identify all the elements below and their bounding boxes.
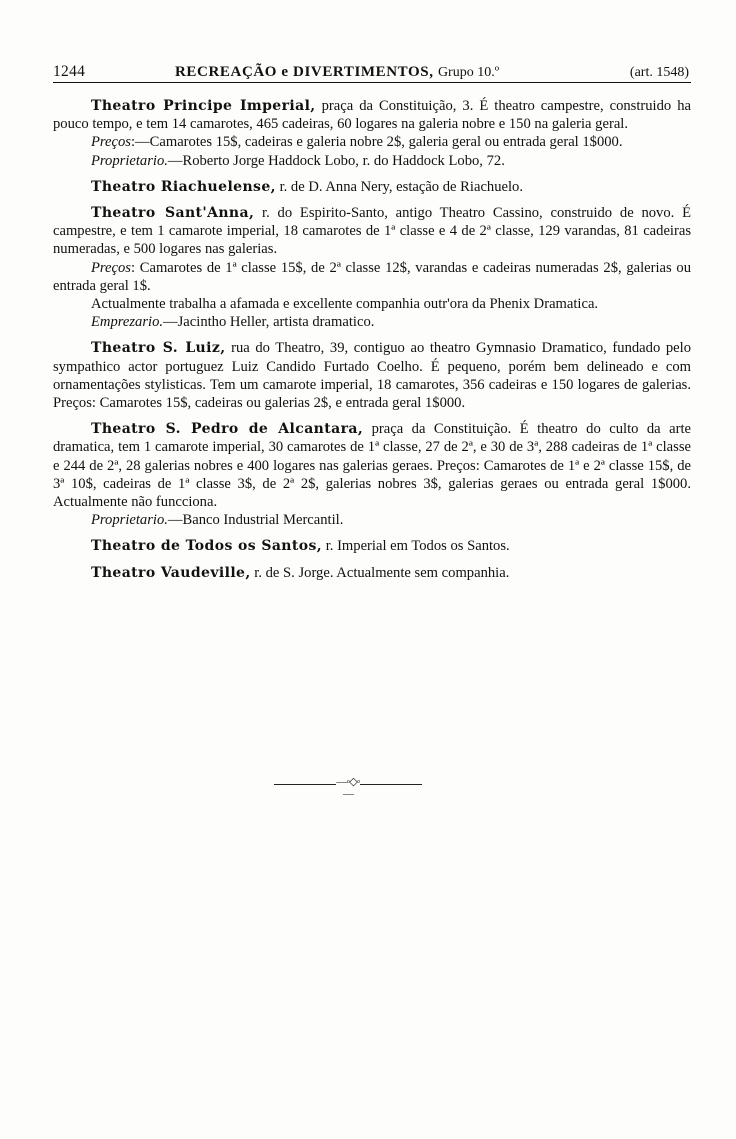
theatre-name: Theatro Riachuelense, xyxy=(91,178,276,195)
theatre-name: Theatro Sant'Anna, xyxy=(91,205,255,222)
entry-paragraph xyxy=(53,97,691,133)
entry-text: r. Imperial em Todos os Santos. xyxy=(325,538,510,555)
entry-text: :—Camarotes 15$, cadeiras e galeria nobre 2$, galeria geral ou entrada geral 1$000. xyxy=(130,134,623,151)
entry-subparagraph xyxy=(53,295,691,313)
theatre-name: Theatro S. Luiz, xyxy=(91,340,226,357)
theatre-name: Theatro Vaudeville, xyxy=(91,564,251,581)
theatre-name: Theatro S. Pedro de Alcantara, xyxy=(91,421,364,438)
page-number: 1244 xyxy=(53,63,86,80)
theatre-name: Theatro Principe Imperial, xyxy=(91,98,316,114)
field-label: Emprezario. xyxy=(91,314,164,331)
theatre-entry xyxy=(53,178,691,196)
entry-text: r. de D. Anna Nery, estação de Riachuelo. xyxy=(279,178,523,195)
entry-paragraph xyxy=(53,420,691,511)
field-label: Preços xyxy=(91,259,131,276)
entry-text: rua do Theatro, 39, contiguo ao theatro Gymnasio Dramatico, fundado pelo sympathico actor portuguez Luiz Candido Furtado Coelho. É pequeno, porém bem delineado e com ornamentações stylisticas. Tem um camarote imperial, 18 camarotes, 356 cadeiras e 150 logares de galerias. Preços: Camarotes 15$, cadeiras ou galerias 2$, e entrada geral 1$000. xyxy=(53,340,691,412)
theatre-entry xyxy=(53,564,691,582)
theatre-entry xyxy=(53,339,691,412)
entry-subparagraph xyxy=(53,313,691,331)
header-article: (art. 1548) xyxy=(629,65,689,80)
running-header xyxy=(53,60,691,83)
entry-text: —Jacintho Heller, artista dramatico. xyxy=(163,314,375,331)
page xyxy=(53,60,691,590)
theatre-entry xyxy=(53,537,691,555)
entry-text: —Roberto Jorge Haddock Lobo, r. do Haddock Lobo, 72. xyxy=(167,152,505,169)
entry-paragraph xyxy=(53,339,691,412)
entry-subparagraph xyxy=(53,133,691,151)
entry-text: r. de S. Jorge. Actualmente sem companhia. xyxy=(254,564,510,581)
entry-paragraph xyxy=(53,537,691,555)
entry-text: : Camarotes de 1ª classe 15$, de 2ª classe 12$, varandas e cadeiras numeradas 2$, galerias ou entrada geral 1$. xyxy=(53,259,691,294)
entries-list xyxy=(53,97,691,582)
theatre-entry xyxy=(53,97,691,170)
entry-text: praça da Constituição, 3. É theatro campestre, construido ha pouco tempo, e tem 14 camarotes, 465 cadeiras, 60 logares na galeria nobre e 150 na galeria geral. xyxy=(53,98,691,133)
entry-text: praça da Constituição. É theatro do culto da arte dramatica, tem 1 camarote imperial, 30 camarotes de 1ª classe, 27 de 2ª, e 30 de 3ª, 288 cadeiras de 1ª classe e 244 de 2ª, 28 galerias nobres e 400 logares nas galerias geraes. Preços: Camarotes de 1ª e 2ª classe 15$, de 3ª 10$, cadeiras de 1ª classe 3$, de 2ª 2$, galerias nobres 3$, galerias geraes ou entrada geral 1$000. Actualmente não funcciona. xyxy=(53,421,692,511)
entry-text: r. do Espirito-Santo, antigo Theatro Cassino, construido de novo. É campestre, e tem 1 camarote imperial, 18 camarotes de 1ª classe e 4 de 2ª classe, 129 varandas, 81 cadeiras numeradas, e 500 logares nas galerias. xyxy=(53,205,691,258)
theatre-entry xyxy=(53,420,691,529)
entry-subparagraph xyxy=(53,259,691,295)
header-title-text: RECREAÇÃO e DIVERTIMENTOS, xyxy=(175,64,434,80)
entry-paragraph xyxy=(53,178,691,196)
header-grupo: Grupo 10.º xyxy=(437,65,500,80)
field-label: Proprietario. xyxy=(91,512,168,529)
section-divider xyxy=(274,776,422,800)
entry-paragraph xyxy=(53,564,691,582)
header-title xyxy=(175,64,499,81)
theatre-entry xyxy=(53,204,691,331)
entry-text: Actualmente trabalha a afamada e excellente companhia outr'ora da Phenix Dramatica. xyxy=(91,296,599,313)
divider-line-left xyxy=(274,784,336,786)
entry-paragraph xyxy=(53,204,691,259)
divider-line-right xyxy=(360,784,422,786)
entry-subparagraph xyxy=(53,511,691,529)
field-label: Preços xyxy=(91,134,131,151)
divider-ornament: —◦◇◦— xyxy=(336,776,360,800)
field-label: Proprietario. xyxy=(91,152,168,169)
theatre-name: Theatro de Todos os Santos, xyxy=(91,538,323,555)
entry-subparagraph xyxy=(53,152,691,170)
entry-text: —Banco Industrial Mercantil. xyxy=(167,512,344,529)
